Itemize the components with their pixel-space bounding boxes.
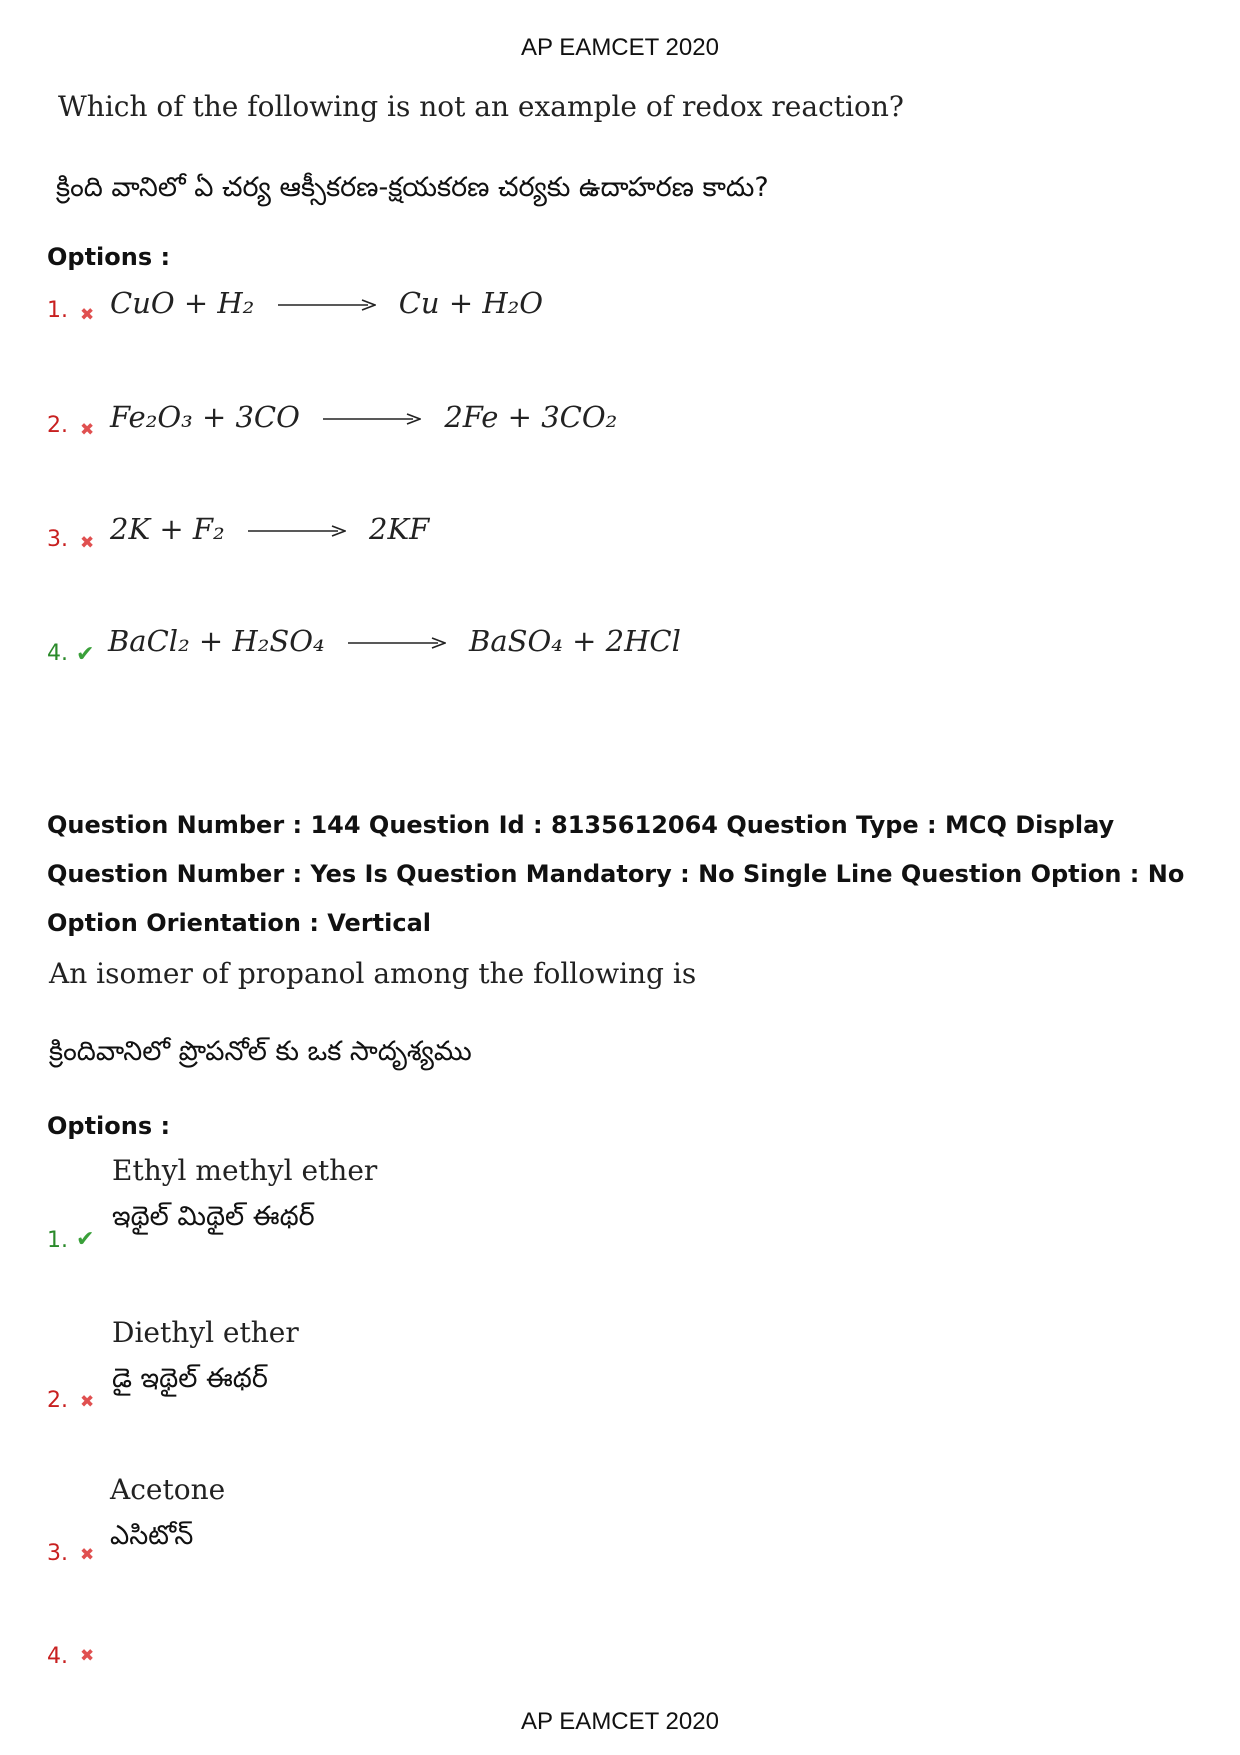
q143-option-4 (47, 641, 68, 666)
question-143-text-te: క్రింది వానిలో ఏ చర్య ఆక్సీకరణ-క్షయకరణ చర్యకు ఉదాహరణ కాదు? (56, 172, 769, 203)
reaction-arrow-icon (348, 636, 446, 650)
q143-option-4-number: 4. (47, 641, 68, 666)
q144-option-3-number: 3. (47, 1541, 68, 1566)
q144-option-3-en: Acetone (110, 1473, 226, 1506)
q143-option-1-equation (110, 286, 543, 320)
question-144-options-label: Options : (47, 1112, 171, 1140)
cross-icon: ✖ (80, 1392, 95, 1412)
q144-option-1-te: ఇథైల్ మిథైల్ ఈథర్ (112, 1201, 315, 1232)
q143-option-1-reactants: CuO + H₂ (110, 286, 255, 320)
question-144-text-te: క్రిందివానిలో ప్రొపనోల్ కు ఒక సాదృశ్యము (49, 1036, 472, 1067)
q143-option-1-products: Cu + H₂O (398, 286, 544, 320)
q143-option-4-reactants: BaCl₂ + H₂SO₄ (108, 624, 325, 658)
q143-option-3-products: 2KF (369, 512, 430, 546)
reaction-arrow-icon (248, 524, 346, 538)
q143-option-2-number: 2. (47, 413, 68, 438)
check-icon: ✔ (76, 642, 95, 667)
page-footer-title: AP EAMCET 2020 (521, 1708, 719, 1735)
cross-icon: ✖ (80, 305, 95, 325)
check-icon: ✔ (76, 1227, 95, 1252)
question-144-text-en: An isomer of propanol among the following is (49, 957, 697, 990)
q143-option-2-equation (110, 400, 617, 434)
q143-option-1-number: 1. (47, 298, 68, 323)
reaction-arrow-icon (278, 298, 376, 312)
q143-option-4-equation (108, 624, 681, 658)
q143-option-4-products: BaSO₄ + 2HCl (469, 624, 681, 658)
q144-option-4 (47, 1644, 68, 1669)
q144-option-1-en: Ethyl methyl ether (112, 1154, 378, 1187)
question-143-text-en: Which of the following is not an example of redox reaction? (58, 90, 904, 123)
q144-option-2-number: 2. (47, 1388, 68, 1413)
q144-option-4-number: 4. (47, 1644, 68, 1669)
question-143-options-label: Options : (47, 243, 171, 271)
cross-icon: ✖ (80, 533, 95, 553)
q144-option-3 (47, 1541, 68, 1566)
q144-option-1 (47, 1228, 68, 1253)
q144-option-2-en: Diethyl ether (112, 1316, 299, 1349)
q144-option-3-te: ఎసిటోన్ (110, 1520, 194, 1551)
q143-option-2-products: 2Fe + 3CO₂ (444, 400, 618, 434)
q143-option-1 (47, 298, 68, 323)
q144-option-1-number: 1. (47, 1228, 68, 1253)
q143-option-3 (47, 527, 68, 552)
cross-icon: ✖ (80, 1545, 95, 1565)
q143-option-2-reactants: Fe₂O₃ + 3CO (110, 400, 300, 434)
question-144-meta: Question Number : 144 Question Id : 8135612064 Question Type : MCQ Display Question Number : Yes Is Question Mandatory : No Single Line Question Option : No Option Orientation : Vertical (47, 811, 1185, 937)
cross-icon: ✖ (80, 420, 95, 440)
q143-option-3-equation (110, 512, 429, 546)
q143-option-2 (47, 413, 68, 438)
reaction-arrow-icon (323, 412, 421, 426)
q143-option-3-number: 3. (47, 527, 68, 552)
q144-option-2-te: డై ఇథైల్ ఈథర్ (112, 1363, 268, 1394)
cross-icon: ✖ (80, 1646, 95, 1666)
page-header-title: AP EAMCET 2020 (521, 34, 719, 61)
q144-option-2 (47, 1388, 68, 1413)
q143-option-3-reactants: 2K + F₂ (110, 512, 225, 546)
